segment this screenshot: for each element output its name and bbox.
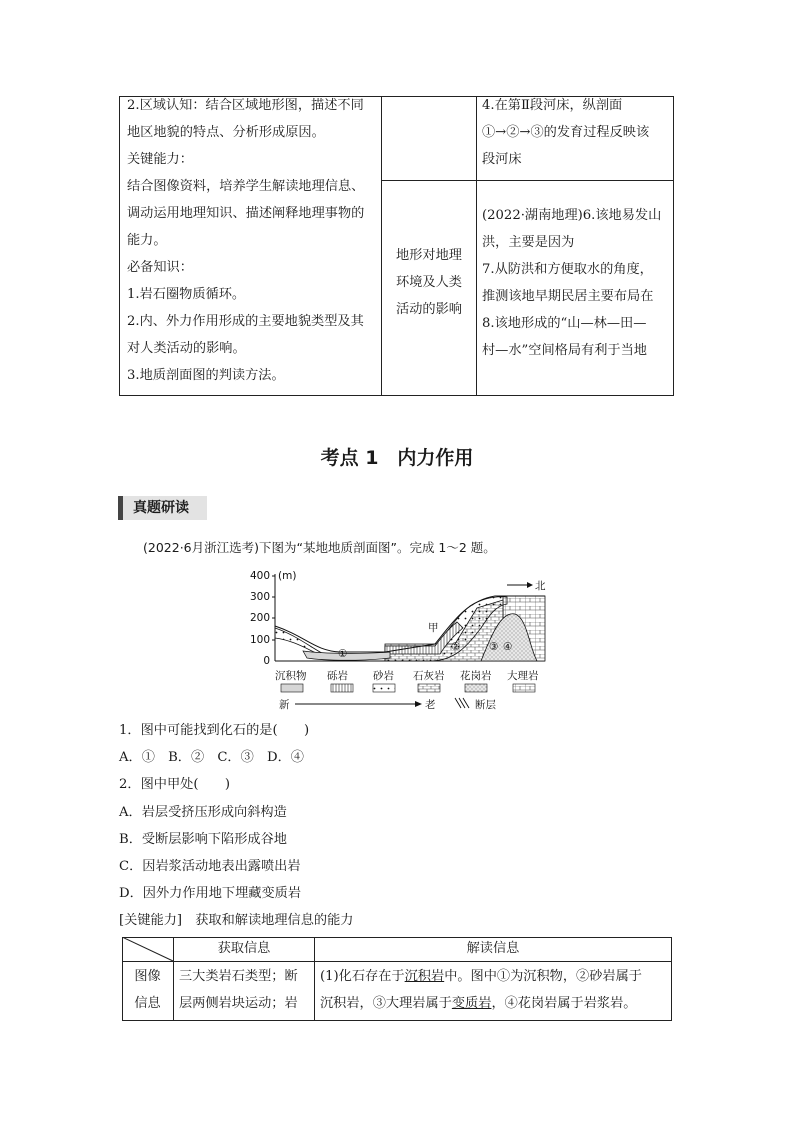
row-label <box>122 963 173 1017</box>
north-arrow-head <box>527 582 533 588</box>
top-table-left-col <box>127 92 379 389</box>
badge-zhenti: 真题研读 <box>118 496 207 520</box>
geologic-section-figure <box>245 566 565 714</box>
col-header-interpret: 解读信息 <box>466 941 520 956</box>
legend-label: 石灰岩 <box>413 670 445 682</box>
north-label: 北 <box>535 580 546 592</box>
legend-label: 砾岩 <box>327 670 348 682</box>
legend-label: 砂岩 <box>373 670 394 682</box>
legend-swatch-conglomerate <box>331 684 353 692</box>
intro-text: (2022·6月浙江选考)下图为“某地地质剖面图”。完成 1～2 题。 <box>143 540 496 555</box>
top-table-mid-label <box>385 242 473 323</box>
q1-options: A．① B．② C．③ D．④ <box>119 750 304 765</box>
fault-label: 断层 <box>475 699 496 711</box>
right-top-line: ①→②→③的发育过程反映该 <box>482 125 650 140</box>
age-arrow-head <box>415 701 422 707</box>
q2-option-b: B．受断层影响下陷形成谷地 <box>119 832 287 847</box>
legend-swatch-marble <box>513 684 535 692</box>
fault-icon <box>455 698 469 708</box>
info-line: 层两侧岩块运动；岩 <box>179 996 298 1011</box>
interpret-line-2 <box>320 990 670 1017</box>
interp-text: 中。图中①为沉积物，②砂岩属于 <box>444 969 642 984</box>
y-tick-label: 200 <box>249 612 270 624</box>
q1-stem: 1．图中可能找到化石的是( ) <box>119 723 310 738</box>
left-line: 1.岩石圈物质循环。 <box>127 287 246 302</box>
right-bottom-line: (2022·湖南地理)6.该地易发山 <box>482 208 662 223</box>
right-top-line: 4.在第Ⅱ段河床，纵剖面 <box>482 98 623 113</box>
q2-option-a: A．岩层受挤压形成向斜构造 <box>119 805 287 820</box>
right-bottom-line: 推测该地早期民居主要布局在 <box>482 289 654 304</box>
info-cell <box>179 963 313 1017</box>
right-bottom-line: 洪，主要是因为 <box>482 235 575 250</box>
left-line: 对人类活动的影响。 <box>127 341 246 356</box>
left-line: 调动运用地理知识、描述阐释地理事物的 <box>127 206 365 221</box>
left-line: 关键能力： <box>127 152 193 167</box>
mid-line: 地形对地理 <box>396 248 462 263</box>
interpret-cell <box>320 963 670 1017</box>
legend-swatch-sediment <box>281 684 303 692</box>
legend-swatch-limestone <box>418 684 440 692</box>
legend-swatch-granite <box>465 684 487 692</box>
left-line: 地区地貌的特点、分析形成原因。 <box>127 125 325 140</box>
y-tick-label: 0 <box>263 655 270 667</box>
q2-option-c: C．因岩浆活动地表出露喷出岩 <box>119 859 301 874</box>
left-line: 结合图像资料，培养学生解读地理信息、 <box>127 179 365 194</box>
right-bottom-line: 7.从防洪和方便取水的角度， <box>482 262 653 277</box>
key-ability-label: [关键能力] 获取和解读地理信息的能力 <box>119 913 354 928</box>
header-diagonal <box>122 937 174 962</box>
col-header-info: 获取信息 <box>217 941 271 956</box>
left-line: 必备知识： <box>127 260 193 275</box>
legend-label: 沉积物 <box>275 670 307 682</box>
left-line: 能力。 <box>127 233 167 248</box>
right-bottom-line: 8.该地形成的“山—林—田— <box>482 316 647 331</box>
legend-label: 花岗岩 <box>460 670 492 682</box>
section-title: 考点 1 内力作用 <box>320 447 474 469</box>
left-line: 3.地质剖面图的判读方法。 <box>127 368 285 383</box>
mid-line: 活动的影响 <box>396 302 462 317</box>
y-tick-label: 300 <box>249 591 270 603</box>
interpret-line-1 <box>320 963 670 990</box>
row-label-line: 信息 <box>134 996 161 1011</box>
interp-underlined: 变质岩 <box>451 996 492 1011</box>
y-tick-label: 100 <box>249 634 270 646</box>
y-tick-label: 400 <box>249 570 270 582</box>
legend-label: 大理岩 <box>507 670 539 682</box>
interp-text: ，④花岗岩属于岩浆岩。 <box>491 996 637 1011</box>
interp-text: (1)化石存在于 <box>320 969 405 984</box>
legend-swatch-sandstone <box>373 684 395 692</box>
q2-option-d: D．因外力作用地下埋藏变质岩 <box>119 886 302 901</box>
marker-2: ② <box>451 641 461 653</box>
left-line: 2.区域认知：结合区域地形图，描述不同 <box>127 98 364 113</box>
old-label: 老 <box>425 699 436 711</box>
row-label-line: 图像 <box>134 969 161 984</box>
left-line: 2.内、外力作用形成的主要地貌类型及其 <box>127 314 364 329</box>
top-table-right-bottom <box>482 202 672 364</box>
marker-3: ③ <box>489 641 499 653</box>
jia-label: 甲 <box>428 622 439 634</box>
right-top-line: 段河床 <box>482 152 522 167</box>
new-label: 新 <box>279 699 290 711</box>
q2-stem: 2．图中甲处( ) <box>119 777 230 792</box>
marker-1: ① <box>338 648 348 660</box>
info-line: 三大类岩石类型；断 <box>179 969 298 984</box>
interp-underlined: 沉积岩 <box>404 969 445 984</box>
marker-4: ④ <box>503 641 513 653</box>
mid-line: 环境及人类 <box>396 275 462 290</box>
interp-text: 沉积岩，③大理岩属于 <box>320 996 452 1011</box>
right-bottom-line: 村—水”空间格局有利于当地 <box>482 343 647 358</box>
top-table-right-top <box>482 92 672 173</box>
y-unit: (m) <box>278 570 297 582</box>
